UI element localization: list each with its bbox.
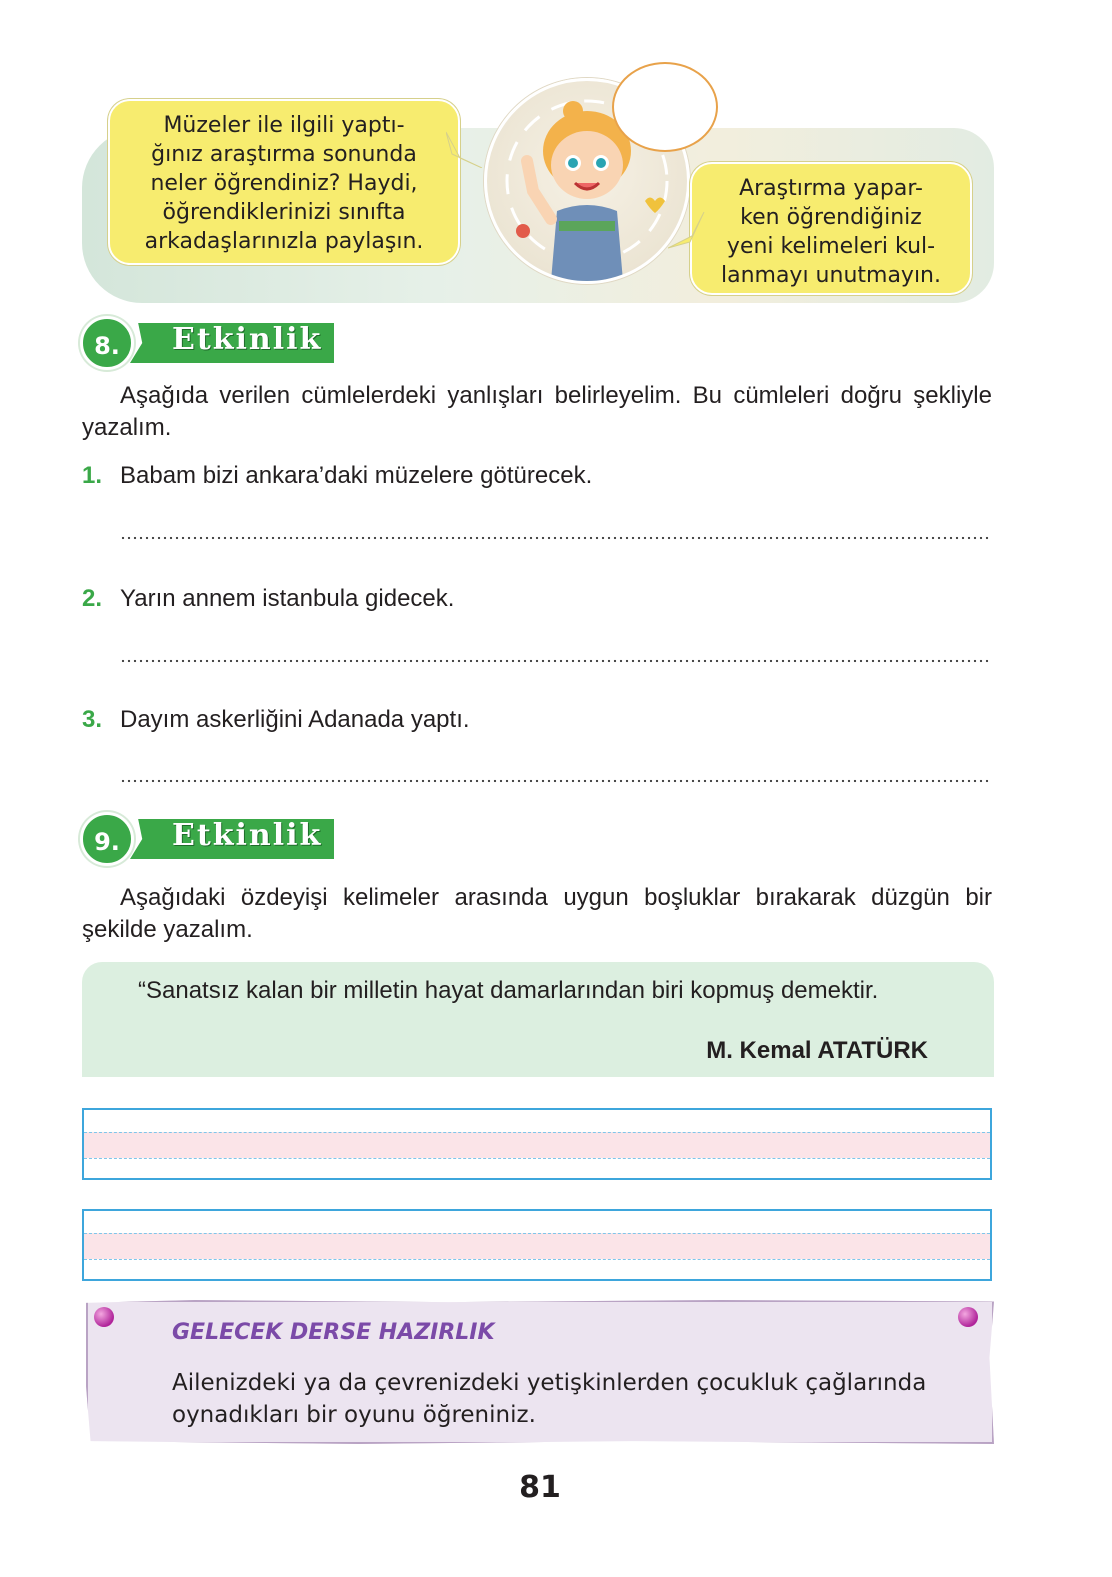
answer-line-3[interactable]	[120, 779, 990, 783]
bubble-left-line: ğınız araştırma sonunda	[151, 142, 417, 167]
answer-line-1[interactable]	[120, 536, 990, 540]
bubble-left-line: Müzeler ile ilgili yaptı-	[163, 113, 405, 138]
sentence-item	[82, 583, 454, 615]
pin-icon	[958, 1307, 978, 1327]
page-number: 81	[519, 1470, 561, 1505]
sentence-item	[82, 704, 470, 736]
writing-guide-line	[84, 1132, 990, 1133]
activity-9-instruction: Aşağıdaki özdeyişi kelimeler arasında uygun boşluklar bırakarak düzgün bir şekilde yazalım.	[82, 884, 992, 943]
item-text: Dayım askerliğini Adanada yaptı.	[120, 706, 470, 733]
quote-author: M. Kemal ATATÜRK	[706, 1037, 928, 1064]
activity-8-header	[80, 316, 340, 372]
bubble-left-line: neler öğrendiniz? Haydi,	[150, 171, 418, 196]
quote-text: “Sanatsız kalan bir milletin hayat damarlarından biri kopmuş demektir.	[138, 977, 879, 1004]
speech-bubble-left	[108, 99, 460, 265]
item-text: Yarın annem istanbula gidecek.	[120, 585, 455, 612]
writing-band	[84, 1132, 990, 1158]
empty-thought-bubble	[612, 62, 718, 152]
bubble-left-tail	[446, 128, 486, 168]
bubble-right-line: yeni kelimeleri kul-	[726, 234, 936, 259]
item-number: 1.	[82, 462, 103, 489]
activity-label: Etkinlik	[172, 322, 323, 357]
bubble-left-line: öğrendiklerinizi sınıfta	[162, 200, 406, 225]
activity-9-header	[80, 812, 340, 868]
pin-icon	[94, 1307, 114, 1327]
writing-guide-line	[84, 1158, 990, 1159]
answer-line-2[interactable]	[120, 659, 990, 663]
writing-area-1[interactable]	[82, 1108, 992, 1180]
item-number: 3.	[82, 706, 103, 733]
bubble-right-line: lanmayı unutmayın.	[720, 263, 941, 288]
writing-band	[84, 1233, 990, 1259]
writing-guide-line	[84, 1259, 990, 1260]
item-text: Babam bizi ankara’daki müzelere götürecek.	[120, 462, 593, 489]
bubble-right-line: ken öğrendiğiniz	[740, 205, 922, 230]
activity-number: 8.	[80, 316, 134, 370]
bubble-right-line: Araştırma yapar-	[739, 176, 923, 201]
homework-title: GELECEK DERSE HAZIRLIK	[172, 1320, 495, 1345]
bubble-right-tail	[668, 212, 708, 252]
bubble-left-line: arkadaşlarınızla paylaşın.	[144, 229, 424, 254]
item-number: 2.	[82, 585, 103, 612]
writing-area-2[interactable]	[82, 1209, 992, 1281]
activity-8-instruction: Aşağıda verilen cümlelerdeki yanlışları belirleyelim. Bu cümleleri doğru şekliyle yazalım.	[82, 382, 992, 441]
speech-bubble-right	[690, 162, 972, 295]
activity-label: Etkinlik	[172, 818, 323, 853]
homework-text: Ailenizdeki ya da çevrenizdeki yetişkinlerden çocukluk çağlarında oynadıkları bir oyunu öğreniniz.	[172, 1370, 927, 1428]
activity-number: 9.	[80, 812, 134, 866]
writing-guide-line	[84, 1233, 990, 1234]
sentence-item	[82, 460, 592, 492]
